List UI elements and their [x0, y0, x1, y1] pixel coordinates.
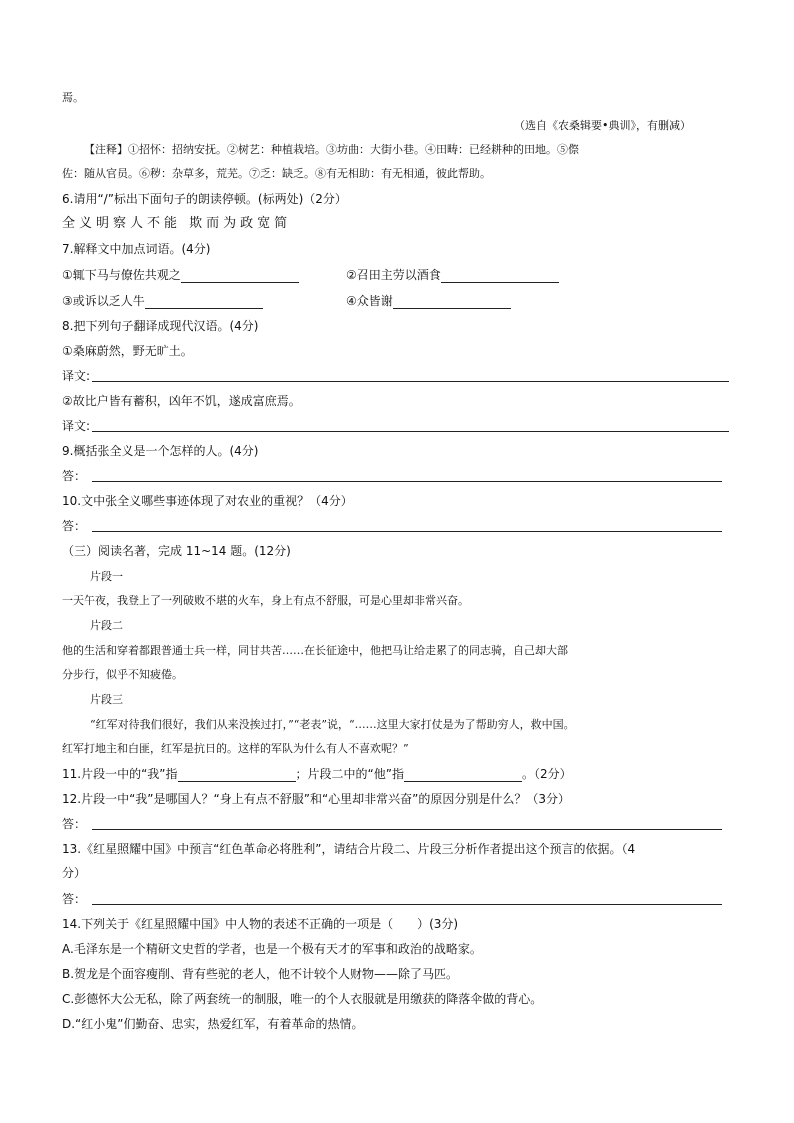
- question-9: 9.概括张全义是一个怎样的人。(4分): [62, 444, 259, 458]
- answer-blank-11-1[interactable]: [178, 768, 296, 782]
- answer-line-10[interactable]: [92, 531, 722, 532]
- question-13-line-2: 分）: [62, 866, 87, 880]
- question-12: 12.片段一中“我”是哪国人？“身上有点不舒服”和“心里却非常兴奋”的原因分别是什么？（3分）: [62, 792, 571, 806]
- answer-label-13: 答：: [62, 892, 87, 906]
- fragment-2-text-2: 分步行，似乎不知疲倦。: [62, 668, 183, 681]
- question-10: 10.文中张全义哪些事迹体现了对农业的重视？（4分）: [62, 494, 353, 508]
- notes-line-2: 佐：随从官员。⑥秽：杂草多，荒芜。⑦乏：缺乏。⑧有无相助：有无相通，彼此帮助。: [62, 167, 491, 180]
- source-citation: （选自《农桑辑要•典训》，有删减）: [514, 119, 691, 132]
- passage-ending: 焉。: [62, 91, 84, 104]
- answer-blank-7-4[interactable]: [393, 295, 511, 309]
- option-c[interactable]: C.彭德怀大公无私，除了两套统一的制服，唯一的个人衣服就是用缴获的降落伞做的背心。: [62, 992, 543, 1006]
- answer-line-13[interactable]: [92, 904, 722, 905]
- question-8-sentence-1: ①桑麻蔚然，野无旷土。: [62, 344, 193, 358]
- translation-label-1: 译文:: [62, 369, 91, 383]
- question-11-part-3: 。（2分）: [521, 767, 572, 781]
- option-a[interactable]: A.毛泽东是一个精研文史哲的学者，也是一个极有天才的军事和政治的战略家。: [62, 942, 482, 956]
- question-11-part-1: 11.片段一中的“我”指: [62, 767, 178, 781]
- answer-blank-7-1[interactable]: [181, 269, 299, 283]
- question-11-part-2: ；片段二中的“他”指: [295, 767, 404, 781]
- answer-blank-11-2[interactable]: [404, 768, 522, 782]
- option-d[interactable]: D.“红小鬼”们勤奋、忠实，热爱红军，有着革命的热情。: [62, 1017, 364, 1031]
- translation-line-2[interactable]: [92, 431, 729, 432]
- question-7-item-1: [62, 267, 299, 283]
- option-b[interactable]: B.贺龙是个面容瘦削、背有些驼的老人，他不计较个人财物——除了马匹。: [62, 967, 459, 981]
- answer-line-12[interactable]: [92, 829, 722, 830]
- fragment-3-title: 片段三: [90, 693, 123, 706]
- question-7: 7.解释文中加点词语。(4分): [62, 242, 211, 256]
- translation-label-2: 译文:: [62, 419, 91, 433]
- fragment-2-text-1: 他的生活和穿着都跟普通士兵一样，同甘共苦……在长征途中，他把马让给走累了的同志骑，自己却大部: [62, 644, 568, 657]
- fragment-3-text-2: 红军打地主和白匪，红军是抗日的。这样的军队为什么有人不喜欢呢？”: [62, 742, 409, 755]
- question-14: 14.下列关于《红星照耀中国》中人物的表述不正确的一项是（ ）(3分): [62, 917, 459, 931]
- section-3-heading: （三）阅读名著，完成 11~14 题。(12分): [62, 544, 291, 558]
- question-7-item-3-text: ③或诉以乏人牛: [62, 294, 145, 308]
- question-7-item-2: [346, 267, 559, 283]
- question-8: 8.把下列句子翻译成现代汉语。(4分): [62, 319, 259, 333]
- question-11: [62, 766, 572, 782]
- question-7-item-2-text: ②召田主劳以酒食: [346, 268, 441, 282]
- question-7-item-4-text: ④众皆谢: [346, 294, 393, 308]
- answer-label-12: 答：: [62, 817, 87, 831]
- notes-line-1: 【注释】①招怀：招纳安抚。②树艺：种植栽培。③坊曲：大街小巷。④田畴：已经耕种的田地。⑤傺: [84, 143, 579, 156]
- question-6: 6.请用“/”标出下面句子的朗读停顿。(标两处)（2分）: [62, 192, 347, 206]
- answer-blank-7-3[interactable]: [145, 295, 263, 309]
- question-6-sentence: 全义明察人不能 欺而为政宽简: [62, 216, 292, 231]
- fragment-1-text: 一天午夜，我登上了一列破败不堪的火车，身上有点不舒服，可是心里却非常兴奋。: [62, 594, 469, 607]
- question-7-item-3: [62, 293, 263, 309]
- fragment-2-title: 片段二: [90, 619, 123, 632]
- question-8-sentence-2: ②故比户皆有蓄积，凶年不饥，遂成富庶焉。: [62, 394, 301, 408]
- question-13-line-1: 13.《红星照耀中国》中预言“红色革命必将胜利”，请结合片段二、片段三分析作者提出这个预言的依据。（4: [62, 842, 636, 856]
- answer-label-10: 答：: [62, 519, 87, 533]
- answer-label-9: 答：: [62, 469, 87, 483]
- question-7-item-1-text: ①辄下马与僚佐共观之: [62, 268, 181, 282]
- translation-line-1[interactable]: [92, 381, 729, 382]
- fragment-1-title: 片段一: [90, 570, 123, 583]
- answer-blank-7-2[interactable]: [441, 269, 559, 283]
- answer-line-9[interactable]: [92, 481, 722, 482]
- fragment-3-text-1: “红军对待我们很好，我们从来没挨过打，”“老表”说，“……这里大家打仗是为了帮助穷人，救中国。: [90, 718, 575, 731]
- question-7-item-4: [346, 293, 511, 309]
